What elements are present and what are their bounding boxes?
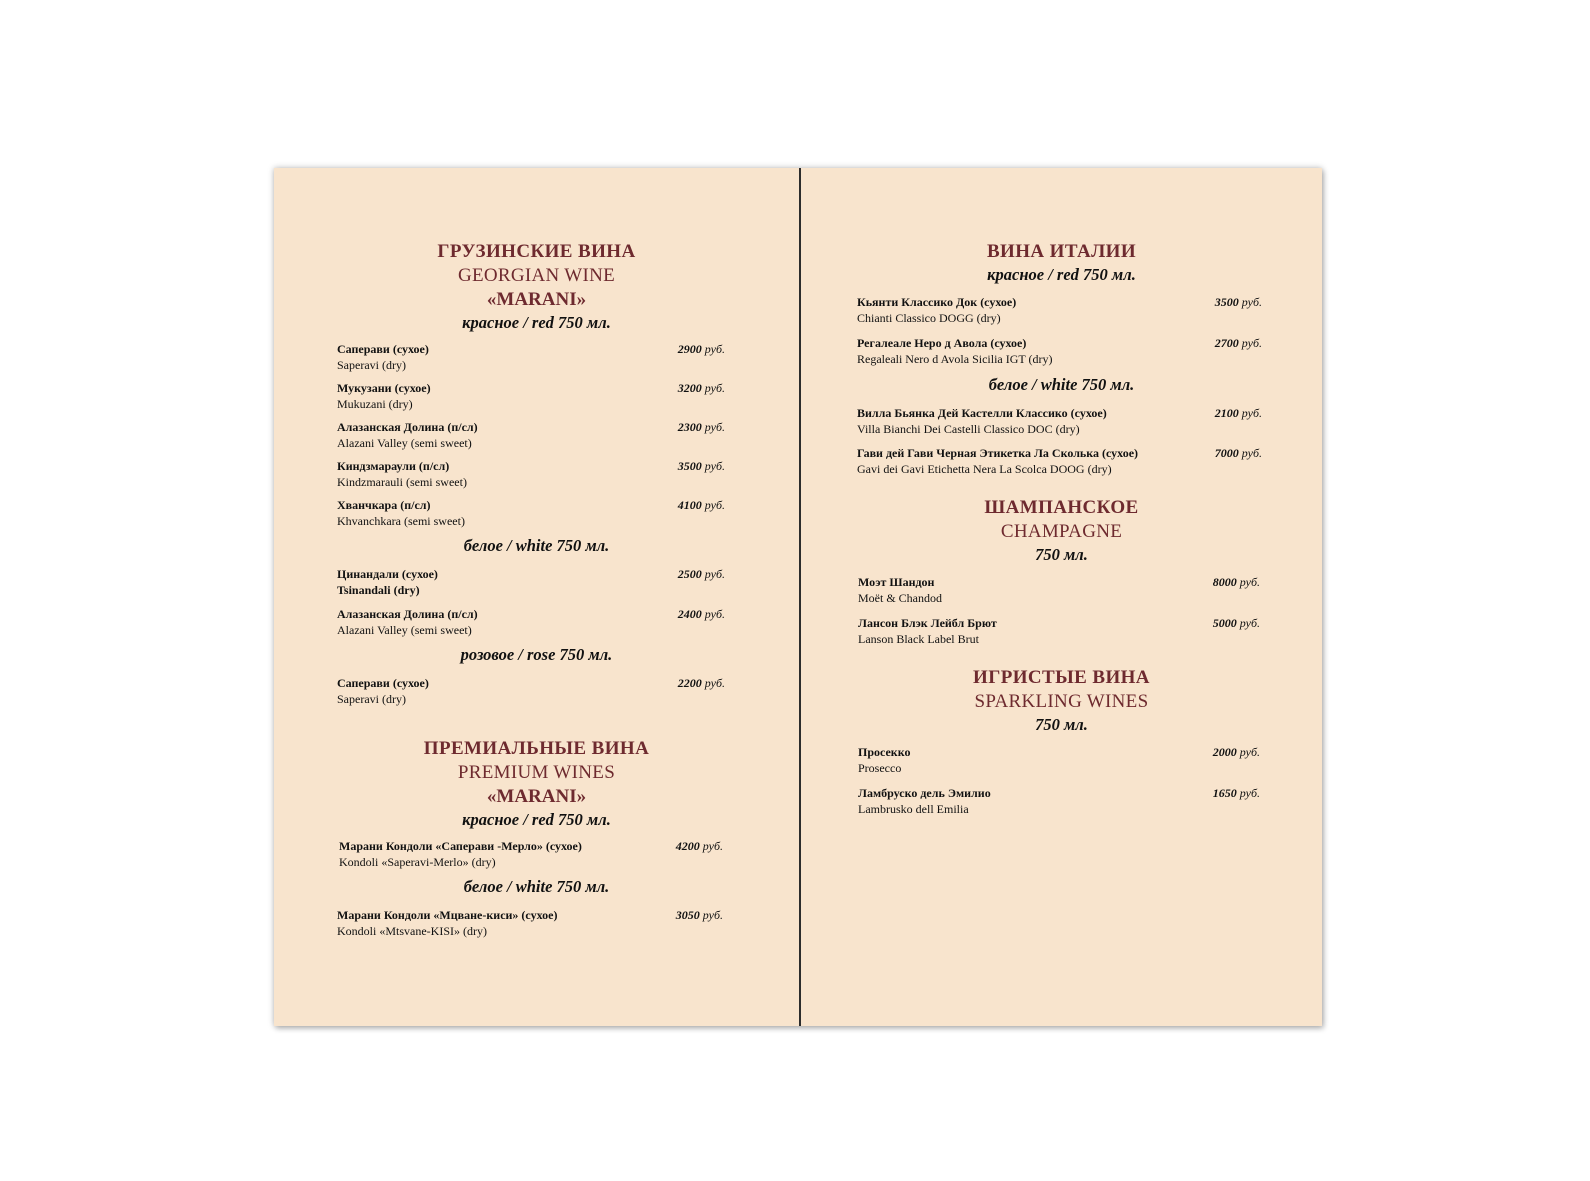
- item-price: 2000 руб.: [1212, 745, 1260, 759]
- menu-spread: [274, 168, 1322, 1026]
- list-item: [337, 419, 478, 451]
- left-page: [274, 168, 799, 1026]
- georgian-title-ru: ГРУЗИНСКИЕ ВИНА: [437, 241, 636, 262]
- item-name-ru: Кьянти Классико Док (сухое): [857, 295, 1017, 309]
- list-item: [858, 785, 991, 817]
- premium-header: [274, 737, 799, 831]
- georgian-header: [274, 240, 799, 334]
- item-name-ru: Цинандали (сухое): [337, 567, 438, 581]
- premium-title-en: PREMIUM WINES: [457, 762, 616, 783]
- champagne-title-en: CHAMPAGNE: [1000, 521, 1123, 542]
- item-price: 4200 руб.: [675, 839, 723, 853]
- list-item: [857, 335, 1053, 367]
- italy-red-label: красное / red 750 мл.: [987, 265, 1136, 284]
- item-name-ru: Марани Кондоли «Саперави -Мерло» (сухое): [339, 839, 582, 853]
- item-price: 8000 руб.: [1212, 575, 1260, 589]
- item-name-ru: Ламбруско дель Эмилио: [858, 786, 991, 800]
- list-item: [858, 615, 997, 647]
- item-name-ru: Алазанская Долина (п/сл): [337, 420, 478, 434]
- list-item: [337, 458, 467, 490]
- list-item: [337, 566, 438, 598]
- list-item: [858, 574, 942, 606]
- premium-red-label: красное / red 750 мл.: [462, 810, 611, 829]
- champagne-volume: 750 мл.: [1035, 545, 1088, 564]
- item-price: 5000 руб.: [1212, 616, 1260, 630]
- item-name-en: Lanson Black Label Brut: [858, 632, 979, 646]
- item-name-ru: Хванчкара (п/сл): [337, 498, 431, 512]
- item-name-en: Chianti Classico DOGG (dry): [857, 311, 1001, 325]
- list-item: [857, 294, 1016, 326]
- item-name-en: Alazani Valley (semi sweet): [337, 623, 472, 637]
- list-item: [858, 744, 910, 776]
- italy-title-ru: ВИНА ИТАЛИИ: [986, 241, 1137, 262]
- right-page: [801, 168, 1322, 1026]
- item-name-en: Saperavi (dry): [337, 692, 406, 706]
- item-name-ru: Саперави (сухое): [337, 342, 429, 356]
- item-price: 2700 руб.: [1214, 336, 1262, 350]
- champagne-title-ru: ШАМПАНСКОЕ: [984, 497, 1139, 518]
- item-name-ru: Саперави (сухое): [337, 676, 429, 690]
- item-name-en: Khvanchkara (semi sweet): [337, 514, 465, 528]
- item-name-en: Prosecco: [858, 761, 902, 775]
- item-name-en: Saperavi (dry): [337, 358, 406, 372]
- sparkling-volume: 750 мл.: [1035, 715, 1088, 734]
- georgian-title-en: GEORGIAN WINE: [457, 265, 616, 286]
- item-name-en: Kondoli «Mtsvane-KISI» (dry): [337, 924, 487, 938]
- italy-header: [801, 240, 1322, 286]
- list-item: [337, 341, 429, 373]
- item-price: 2200 руб.: [677, 676, 725, 690]
- item-name-ru: Вилла Бьянка Дей Кастелли Классико (сухое): [857, 406, 1107, 420]
- sparkling-title-en: SPARKLING WINES: [974, 691, 1149, 712]
- item-name-en: Villa Bianchi Dei Castelli Classico DOC (dry): [857, 422, 1080, 436]
- item-price: 1650 руб.: [1212, 786, 1260, 800]
- item-name-en: Regaleali Nero d Avola Sicilia IGT (dry): [857, 352, 1053, 366]
- list-item: [337, 907, 557, 939]
- champagne-header: [801, 496, 1322, 566]
- item-price: 4100 руб.: [677, 498, 725, 512]
- item-price: 3050 руб.: [675, 908, 723, 922]
- georgian-rose-label: розовое / rose 750 мл.: [460, 645, 613, 664]
- list-item: [337, 675, 429, 707]
- list-item: [857, 405, 1107, 437]
- item-name-en: Tsinandali (dry): [337, 583, 420, 597]
- item-name-ru: Мукузани (сухое): [337, 381, 431, 395]
- item-name-ru: Алазанская Долина (п/сл): [337, 607, 478, 621]
- sparkling-title-ru: ИГРИСТЫЕ ВИНА: [973, 667, 1150, 688]
- item-name-en: Kindzmarauli (semi sweet): [337, 475, 467, 489]
- italy-white-label: белое / white 750 мл.: [988, 375, 1135, 394]
- georgian-white-label: белое / white 750 мл.: [463, 536, 610, 555]
- premium-brand: «MARANI»: [486, 786, 587, 807]
- item-name-ru: Регалеале Неро д Авола (сухое): [857, 336, 1027, 350]
- item-price: 3500 руб.: [677, 459, 725, 473]
- item-name-en: Alazani Valley (semi sweet): [337, 436, 472, 450]
- item-name-ru: Моэт Шандон: [858, 575, 935, 589]
- item-name-en: Moёt & Chandod: [858, 591, 942, 605]
- item-name-en: Gavi dei Gavi Etichetta Nera La Scolca DOOG (dry): [857, 462, 1112, 476]
- item-name-en: Kondoli «Saperavi-Merlo» (dry): [339, 855, 496, 869]
- item-name-ru: Просекко: [858, 745, 911, 759]
- list-item: [857, 445, 1138, 477]
- item-name-ru: Лансон Блэк Лейбл Брют: [858, 616, 997, 630]
- list-item: [337, 606, 478, 638]
- item-name-en: Mukuzani (dry): [337, 397, 413, 411]
- item-price: 3500 руб.: [1214, 295, 1262, 309]
- list-item: [337, 497, 465, 529]
- item-price: 2100 руб.: [1214, 406, 1262, 420]
- premium-white-label: белое / white 750 мл.: [463, 877, 610, 896]
- item-name-en: Lambrusko dell Emilia: [858, 802, 969, 816]
- item-price: 2500 руб.: [677, 567, 725, 581]
- list-item: [337, 380, 431, 412]
- list-item: [339, 838, 582, 870]
- item-price: 7000 руб.: [1214, 446, 1262, 460]
- item-name-ru: Киндзмараули (п/сл): [337, 459, 450, 473]
- item-price: 2400 руб.: [677, 607, 725, 621]
- georgian-brand: «MARANI»: [486, 289, 587, 310]
- georgian-red-label: красное / red 750 мл.: [462, 313, 611, 332]
- item-price: 3200 руб.: [677, 381, 725, 395]
- item-price: 2300 руб.: [677, 420, 725, 434]
- sparkling-header: [801, 666, 1322, 736]
- premium-title-ru: ПРЕМИАЛЬНЫЕ ВИНА: [423, 738, 650, 759]
- item-name-ru: Гави дей Гави Черная Этикетка Ла Сколька (сухое): [857, 446, 1139, 460]
- item-price: 2900 руб.: [677, 342, 725, 356]
- item-name-ru: Марани Кондоли «Мцване-киси» (сухое): [337, 908, 558, 922]
